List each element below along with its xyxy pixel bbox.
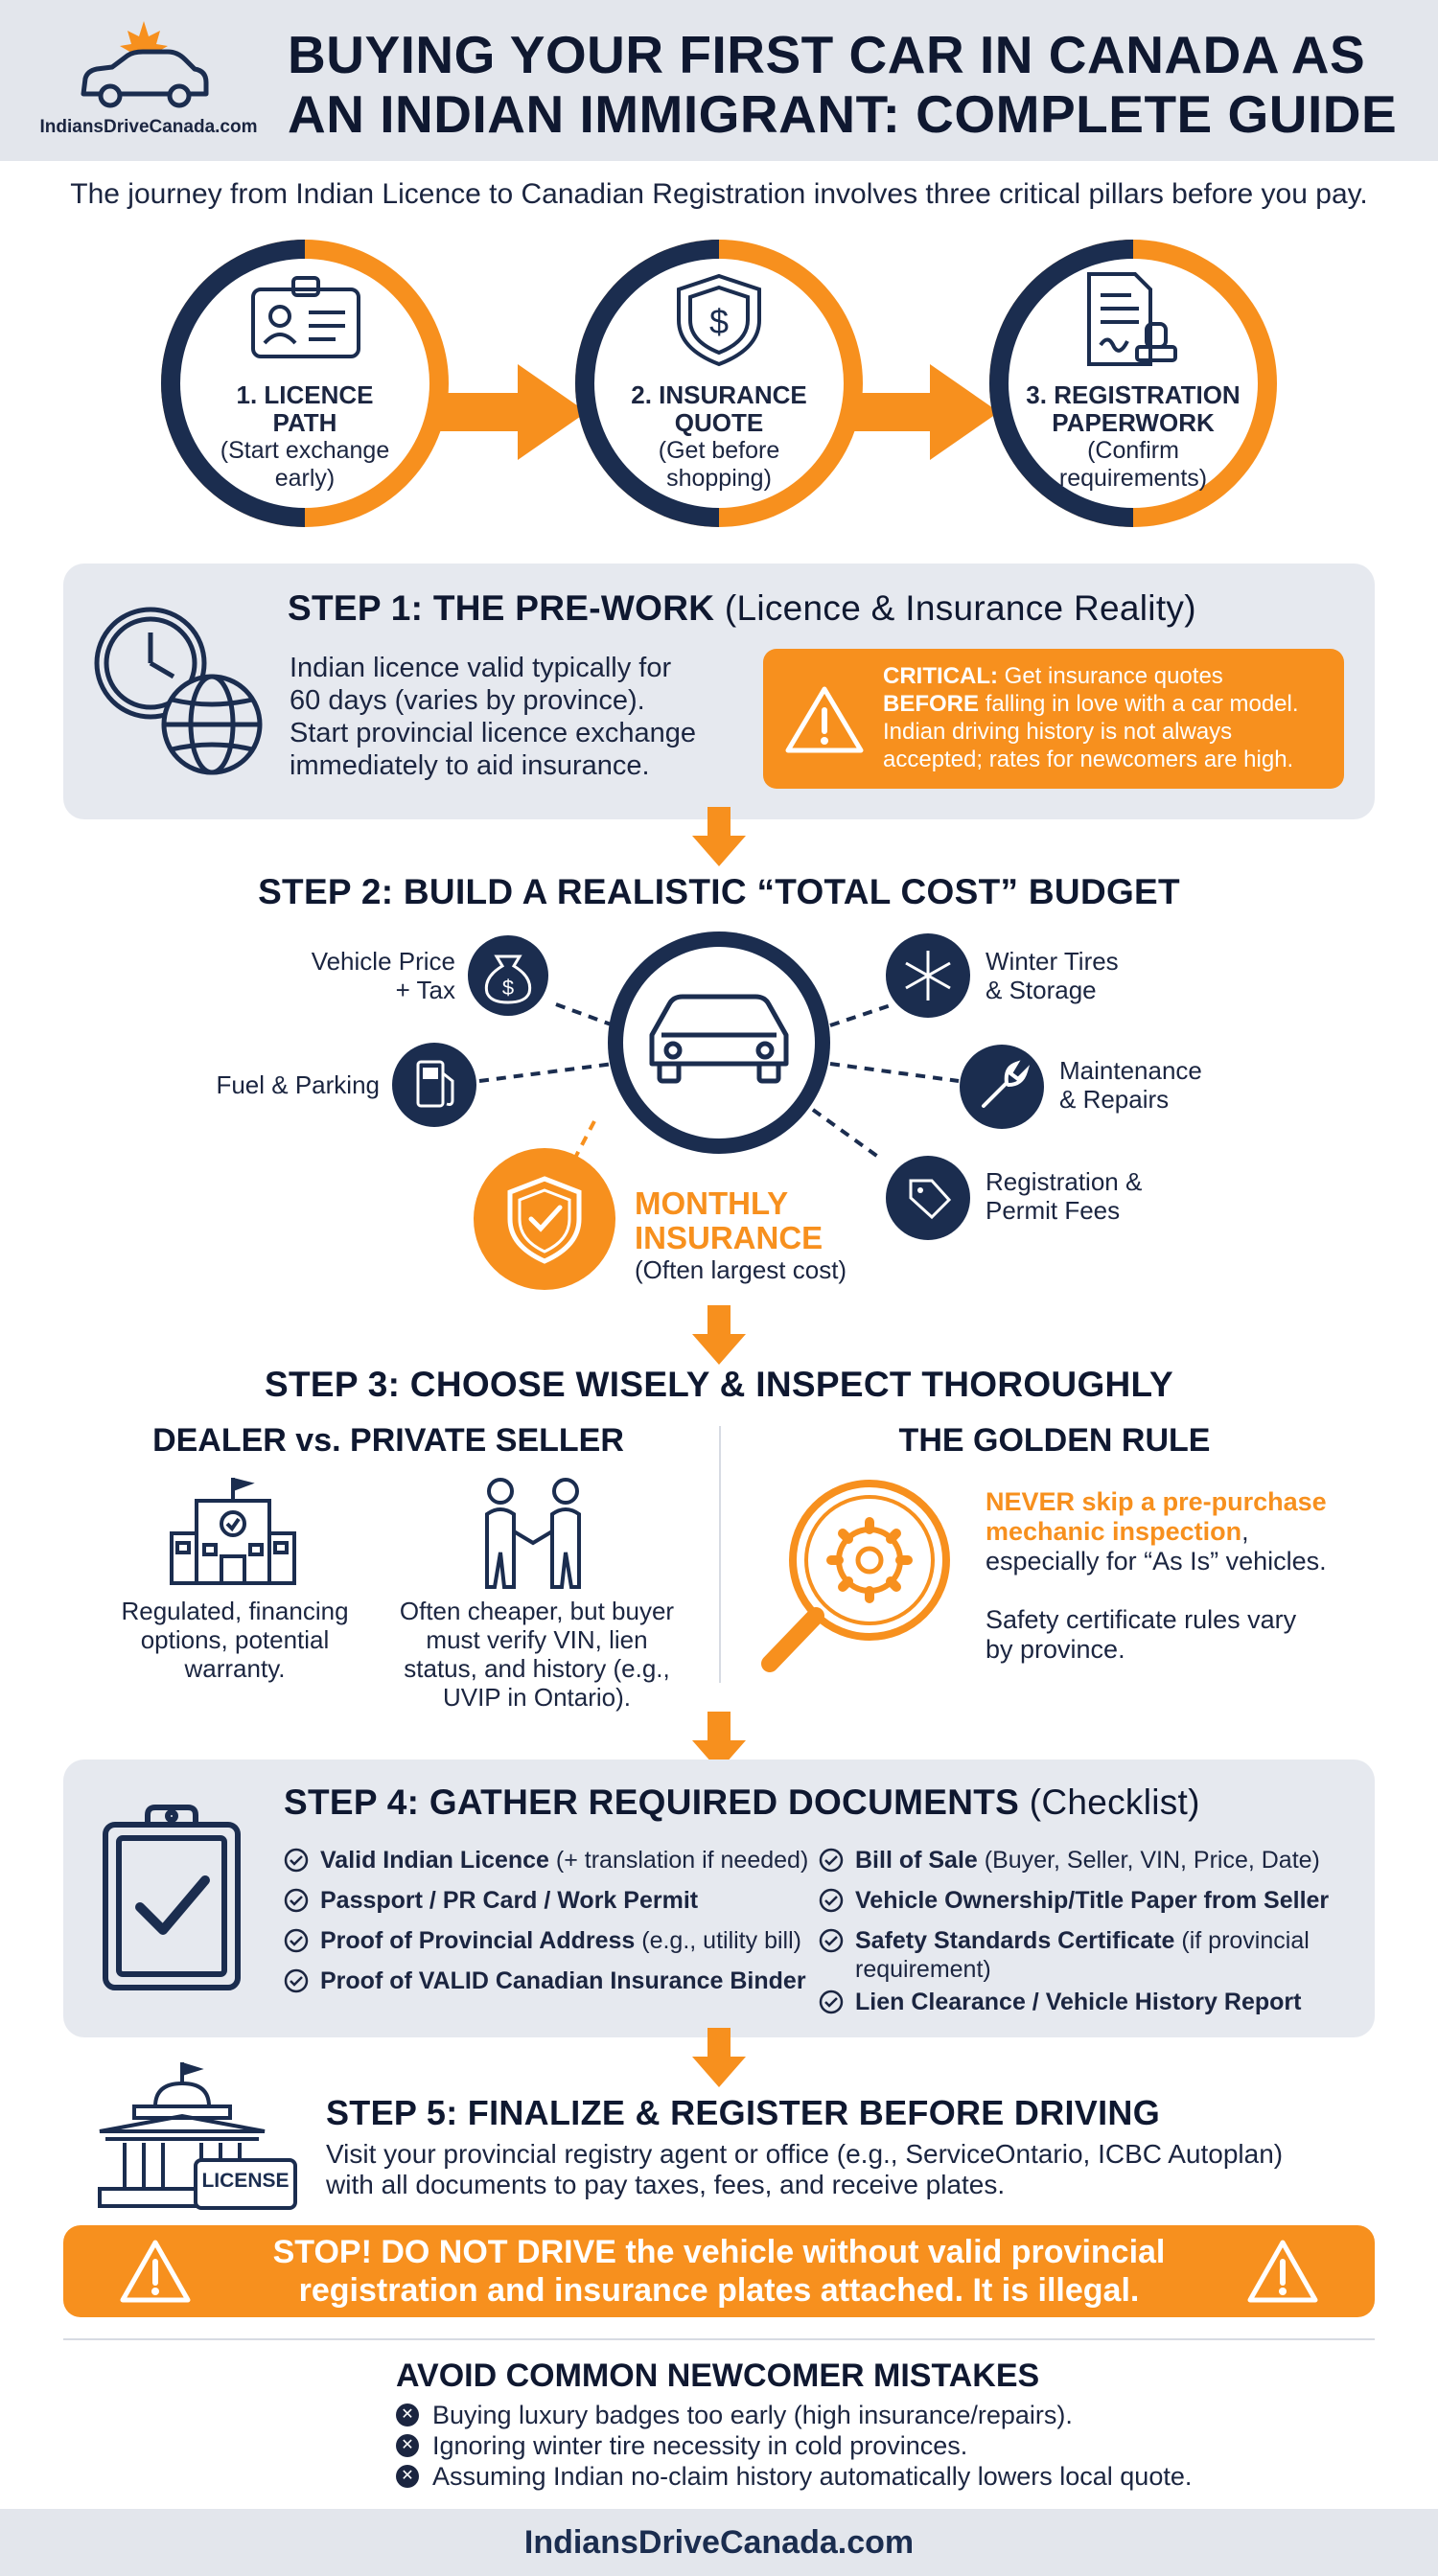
pillar-registration bbox=[1009, 381, 1258, 493]
step5-line: Visit your provincial registry agent or office (e.g., ServiceOntario, ICBC Autoplan) bbox=[326, 2139, 1284, 2169]
critical-text bbox=[883, 662, 1334, 773]
critical-line: falling in love with a car model. bbox=[985, 691, 1299, 717]
private-seller-text bbox=[383, 1597, 690, 1712]
insurance-shield-icon bbox=[474, 1148, 615, 1290]
pillar-sub: shopping) bbox=[666, 465, 772, 492]
checklist-bold: Valid Indian Licence bbox=[320, 1847, 549, 1874]
warning-icon bbox=[1246, 2239, 1319, 2304]
checklist-item bbox=[284, 1846, 821, 1886]
step1-line: Indian licence valid typically for bbox=[290, 653, 672, 683]
checklist-left bbox=[284, 1846, 821, 2007]
private-line: status, and history (e.g., bbox=[404, 1654, 670, 1683]
arrow-down-icon bbox=[692, 1305, 746, 1367]
golden-line: especially for “As Is” vehicles. bbox=[986, 1547, 1327, 1576]
check-circle-icon bbox=[284, 1848, 309, 1873]
golden-line: NEVER skip a pre-purchase bbox=[986, 1487, 1327, 1516]
car-icon bbox=[608, 932, 830, 1154]
critical-line: accepted; rates for newcomers are high. bbox=[883, 747, 1294, 772]
intro-text: The journey from Indian Licence to Canadian Registration involves three critical pillars before you pay. bbox=[70, 178, 1368, 210]
mistakes-title: AVOID COMMON NEWCOMER MISTAKES bbox=[396, 2358, 1040, 2394]
svg-text:$: $ bbox=[708, 302, 730, 341]
budget-line: + Tax bbox=[395, 976, 455, 1004]
step1-title bbox=[288, 588, 1342, 629]
pillar-licence bbox=[190, 381, 420, 493]
step4-title-text: STEP 4: GATHER REQUIRED DOCUMENTS bbox=[284, 1782, 1020, 1822]
fuel-pump-icon bbox=[392, 1043, 476, 1127]
x-circle-icon: ✕ bbox=[396, 2465, 419, 2488]
checklist-item bbox=[819, 1886, 1356, 1926]
pillar-insurance bbox=[604, 381, 834, 493]
pillar-sub: requirements) bbox=[1058, 465, 1208, 492]
dealership-icon bbox=[168, 1476, 297, 1586]
budget-line: Winter Tires bbox=[986, 947, 1119, 976]
arrow-down-icon bbox=[692, 807, 746, 868]
x-circle-icon: ✕ bbox=[396, 2434, 419, 2457]
arrow-down-icon bbox=[692, 2028, 746, 2089]
insurance-label bbox=[635, 1186, 884, 1284]
step4-title-suffix: (Checklist) bbox=[1029, 1782, 1200, 1822]
budget-line: Registration & bbox=[986, 1167, 1143, 1196]
checklist-rest: (Buyer, Seller, VIN, Price, Date) bbox=[977, 1847, 1320, 1874]
golden-line: Safety certificate rules vary bbox=[986, 1605, 1297, 1634]
checklist-item bbox=[819, 1926, 1356, 1988]
checklist-item bbox=[819, 1988, 1356, 2028]
footer-site-link[interactable]: IndiansDriveCanada.com bbox=[0, 2509, 1438, 2576]
step2-title: STEP 2: BUILD A REALISTIC “TOTAL COST” BUDGET bbox=[258, 872, 1180, 911]
pillar-sub: (Confirm bbox=[1087, 437, 1179, 464]
fuel-label: Fuel & Parking bbox=[216, 1070, 380, 1099]
golden-comma: , bbox=[1241, 1517, 1249, 1546]
critical-label: CRITICAL: bbox=[883, 663, 998, 689]
divider bbox=[63, 2338, 1375, 2340]
svg-text:$: $ bbox=[501, 976, 515, 1000]
check-circle-icon bbox=[819, 1928, 844, 1953]
mistake-text: Assuming Indian no-claim history automatically lowers local quote. bbox=[432, 2462, 1193, 2491]
step3-title: STEP 3: CHOOSE WISELY & INSPECT THOROUGHLY bbox=[264, 1365, 1174, 1404]
handshake-icon bbox=[472, 1476, 596, 1591]
budget-line: & Repairs bbox=[1059, 1085, 1170, 1114]
checklist-bold: Passport / PR Card / Work Permit bbox=[320, 1887, 699, 1914]
mistakes-list bbox=[396, 2400, 1355, 2492]
critical-before: BEFORE bbox=[883, 691, 980, 717]
price-tag-icon bbox=[886, 1156, 970, 1240]
golden-line: mechanic inspection bbox=[986, 1517, 1242, 1546]
dealer-line: Regulated, financing bbox=[121, 1597, 349, 1625]
budget-line: & Storage bbox=[986, 976, 1097, 1004]
checklist-item bbox=[284, 1966, 821, 2007]
insurance-sub: (Often largest cost) bbox=[635, 1255, 847, 1284]
mistake-item bbox=[396, 2430, 1355, 2461]
step1-title-text: STEP 1: THE PRE-WORK bbox=[288, 588, 715, 628]
check-circle-icon bbox=[284, 1888, 309, 1913]
snowflake-icon bbox=[886, 933, 970, 1018]
clipboard-check-icon bbox=[100, 1802, 244, 1993]
checklist-rest: (e.g., utility bill) bbox=[635, 1927, 801, 1954]
step1-line: Start provincial licence exchange bbox=[290, 718, 696, 748]
divider bbox=[719, 1426, 721, 1683]
checklist-right bbox=[819, 1846, 1356, 2028]
arrow-right-icon bbox=[848, 364, 999, 460]
dealer-line: options, potential bbox=[140, 1625, 330, 1654]
golden-line: by province. bbox=[986, 1635, 1125, 1664]
warning-text bbox=[207, 2233, 1231, 2310]
budget-line: Maintenance bbox=[1059, 1056, 1202, 1085]
checklist-bold: Vehicle Ownership/Title Paper from Seller bbox=[855, 1887, 1330, 1914]
stop-warning-banner bbox=[63, 2225, 1375, 2317]
warning-icon bbox=[119, 2239, 192, 2304]
step1-body bbox=[290, 652, 759, 782]
page-title: BUYING YOUR FIRST CAR IN CANADA AS AN INDIAN IMMIGRANT: COMPLETE GUIDE bbox=[288, 25, 1398, 144]
checklist-rest: (+ translation if needed) bbox=[548, 1847, 809, 1874]
checklist-bold: Lien Clearance / Vehicle History Report bbox=[855, 1989, 1302, 2015]
license-sign: LICENSE bbox=[201, 2170, 290, 2192]
check-circle-icon bbox=[284, 1968, 309, 1993]
winter-tires-label bbox=[986, 947, 1196, 1004]
clock-globe-icon bbox=[91, 604, 273, 786]
vehicle-price-label bbox=[259, 947, 455, 1004]
checklist-bold: Bill of Sale bbox=[855, 1847, 978, 1874]
mistake-text: Ignoring winter tire necessity in cold provinces. bbox=[432, 2431, 968, 2460]
maintenance-label bbox=[1059, 1056, 1270, 1114]
checklist-bold: Proof of VALID Canadian Insurance Binder bbox=[320, 1967, 806, 1994]
pillar-title: PAPERWORK bbox=[1052, 408, 1215, 437]
checklist-item bbox=[284, 1926, 821, 1966]
pillar-title: 3. REGISTRATION bbox=[1026, 380, 1241, 409]
warning-line: STOP! DO NOT DRIVE the vehicle without valid provincial bbox=[272, 2234, 1166, 2270]
dealer-heading: DEALER vs. PRIVATE SELLER bbox=[152, 1422, 624, 1459]
registration-fees-label bbox=[986, 1167, 1216, 1225]
golden-rule-text bbox=[986, 1487, 1407, 1665]
dealer-text bbox=[105, 1597, 364, 1683]
check-circle-icon bbox=[284, 1928, 309, 1953]
step1-title-suffix: (Licence & Insurance Reality) bbox=[724, 588, 1196, 628]
x-circle-icon: ✕ bbox=[396, 2404, 419, 2426]
private-line: UVIP in Ontario). bbox=[442, 1683, 632, 1712]
logo-text: IndiansDriveCanada.com bbox=[39, 117, 258, 137]
warning-icon bbox=[784, 683, 865, 756]
check-circle-icon bbox=[819, 1990, 844, 2014]
insurance-title: INSURANCE bbox=[635, 1220, 823, 1255]
critical-callout bbox=[763, 649, 1344, 789]
checklist-bold: Safety Standards Certificate bbox=[855, 1927, 1175, 1954]
check-circle-icon bbox=[819, 1848, 844, 1873]
arrow-right-icon bbox=[436, 364, 587, 460]
pillar-sub: early) bbox=[274, 465, 336, 492]
budget-line: Permit Fees bbox=[986, 1196, 1121, 1225]
step4-title bbox=[284, 1782, 1338, 1823]
mistake-item bbox=[396, 2400, 1355, 2430]
step1-line: 60 days (varies by province). bbox=[290, 685, 645, 716]
money-bag-icon bbox=[468, 935, 548, 1016]
pillar-title: 2. INSURANCE bbox=[631, 380, 807, 409]
pillar-title: PATH bbox=[272, 408, 337, 437]
critical-line: Indian driving history is not always bbox=[883, 719, 1233, 745]
checklist-bold: Proof of Provincial Address bbox=[320, 1927, 636, 1954]
private-line: Often cheaper, but buyer bbox=[399, 1597, 675, 1625]
budget-line: Vehicle Price bbox=[311, 947, 455, 976]
pillar-title: 1. LICENCE bbox=[236, 380, 374, 409]
dealer-line: warranty. bbox=[184, 1654, 286, 1683]
magnifier-gear-icon bbox=[753, 1476, 963, 1687]
checklist-rest: (if provincial requirement) bbox=[855, 1927, 1310, 1983]
golden-heading: THE GOLDEN RULE bbox=[898, 1422, 1211, 1459]
step5-line: with all documents to pay taxes, fees, and receive plates. bbox=[326, 2170, 1006, 2199]
checklist-item bbox=[819, 1846, 1356, 1886]
mistake-text: Buying luxury badges too early (high insurance/repairs). bbox=[432, 2401, 1073, 2429]
checklist-item bbox=[284, 1886, 821, 1926]
critical-line: Get insurance quotes bbox=[1004, 663, 1223, 689]
step5-body bbox=[326, 2139, 1409, 2200]
private-line: must verify VIN, lien bbox=[426, 1625, 648, 1654]
pillar-sub: (Start exchange bbox=[220, 437, 390, 464]
warning-line: registration and insurance plates attached. It is illegal. bbox=[298, 2272, 1140, 2309]
check-circle-icon bbox=[819, 1888, 844, 1913]
logo-car-icon bbox=[72, 19, 216, 115]
pillar-sub: (Get before bbox=[658, 437, 780, 464]
step1-line: immediately to aid insurance. bbox=[290, 750, 650, 781]
mistake-item bbox=[396, 2461, 1355, 2492]
insurance-title: MONTHLY bbox=[635, 1185, 789, 1221]
wrench-icon bbox=[960, 1045, 1044, 1129]
step5-title: STEP 5: FINALIZE & REGISTER BEFORE DRIVING bbox=[326, 2093, 1161, 2132]
pillar-title: QUOTE bbox=[674, 408, 764, 437]
